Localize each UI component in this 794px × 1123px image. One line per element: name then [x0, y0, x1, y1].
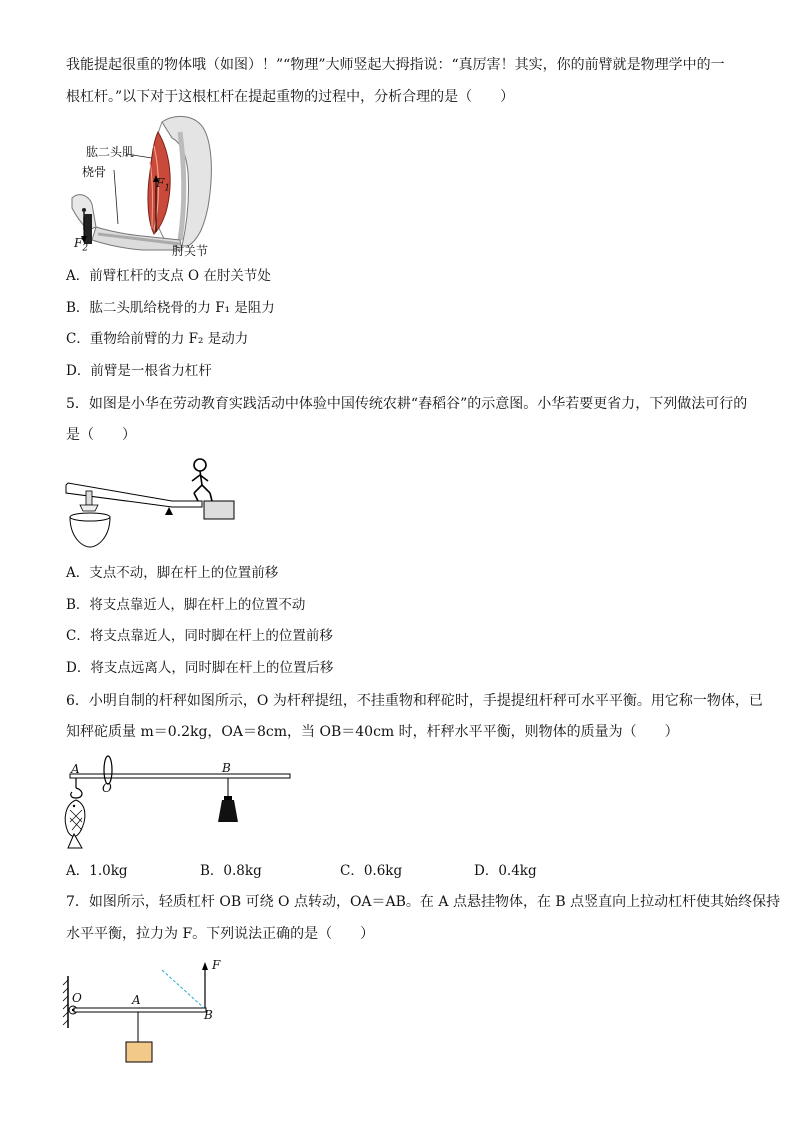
- q6-option-c[interactable]: C．0.6kg: [340, 863, 403, 879]
- q6-option-d[interactable]: D．0.4kg: [474, 863, 537, 879]
- biceps-label: 肱二头肌: [86, 145, 135, 159]
- radius-bone-label: 桡骨: [82, 165, 107, 179]
- q7-force-f-label: F: [212, 958, 221, 972]
- q5-option-a[interactable]: A．支点不动，脚在杆上的位置前移: [66, 565, 279, 581]
- q5-stem-line2: 是（ ）: [66, 427, 136, 443]
- rice-pounding-figure: [62, 455, 242, 555]
- f1-label: $F_1$: [156, 176, 171, 194]
- q7-stem-line2: 水平平衡，拉力为 F。下列说法正确的是（ ）: [66, 926, 375, 942]
- q6-option-a[interactable]: A．1.0kg: [66, 863, 128, 879]
- point-b-label: B: [222, 761, 231, 775]
- point-o-label: O: [102, 781, 112, 795]
- q7-point-a-label: A: [132, 993, 141, 1007]
- q5-stem-line1: 5．如图是小华在劳动教育实践活动中体验中国传统农耕“舂稻谷”的示意图。小华若要更省力，下列做法可行的: [66, 396, 748, 412]
- elbow-joint-label: 肘关节: [172, 244, 209, 258]
- q4-option-a[interactable]: A．前臂杠杆的支点 O 在肘关节处: [66, 268, 271, 284]
- q4-stem-line2: 根杠杆。”以下对于这根杠杆在提起重物的过程中，分析合理的是（ ）: [66, 89, 515, 105]
- q6-option-b[interactable]: B．0.8kg: [200, 863, 262, 879]
- q7-point-b-label: B: [204, 1008, 213, 1022]
- q7-stem-line1: 7．如图所示，轻质杠杆 OB 可绕 O 点转动，OA＝AB。在 A 点悬挂物体，在 B 点竖直向上拉动杠杆使其始终保持: [66, 894, 781, 910]
- q4-stem-line1: 我能提起很重的物体哦（如图）！”“物理”大师竖起大拇指说：“真厉害！其实，你的前臂就是物理学中的一: [66, 57, 725, 73]
- q4-option-d[interactable]: D．前臂是一根省力杠杆: [66, 363, 212, 379]
- q4-option-c[interactable]: C．重物给前臂的力 F₂ 是动力: [66, 331, 249, 347]
- q5-option-d[interactable]: D．将支点远离人，同时脚在杆上的位置后移: [66, 660, 334, 676]
- q5-option-b[interactable]: B．将支点靠近人，脚在杆上的位置不动: [66, 597, 306, 613]
- q7-point-o-label: O: [72, 991, 82, 1005]
- f2-label: $F_2$: [74, 236, 89, 254]
- q6-stem-line1: 6．小明自制的杆秤如图所示，O 为杆秤提纽，不挂重物和秤砣时，手提提纽杆秤可水平平衡。用它称一物体，已: [66, 693, 763, 709]
- q4-option-b[interactable]: B．肱二头肌给桡骨的力 F₁ 是阻力: [66, 300, 275, 316]
- q5-option-c[interactable]: C．将支点靠近人，同时脚在杆上的位置前移: [66, 628, 333, 644]
- steelyard-figure: [60, 752, 296, 854]
- q6-stem-line2: 知秤砣质量 m＝0.2kg，OA＝8cm，当 OB＝40cm 时，杆秤水平平衡，则物体的质量为（ ）: [66, 724, 679, 740]
- point-a-label: A: [71, 762, 80, 776]
